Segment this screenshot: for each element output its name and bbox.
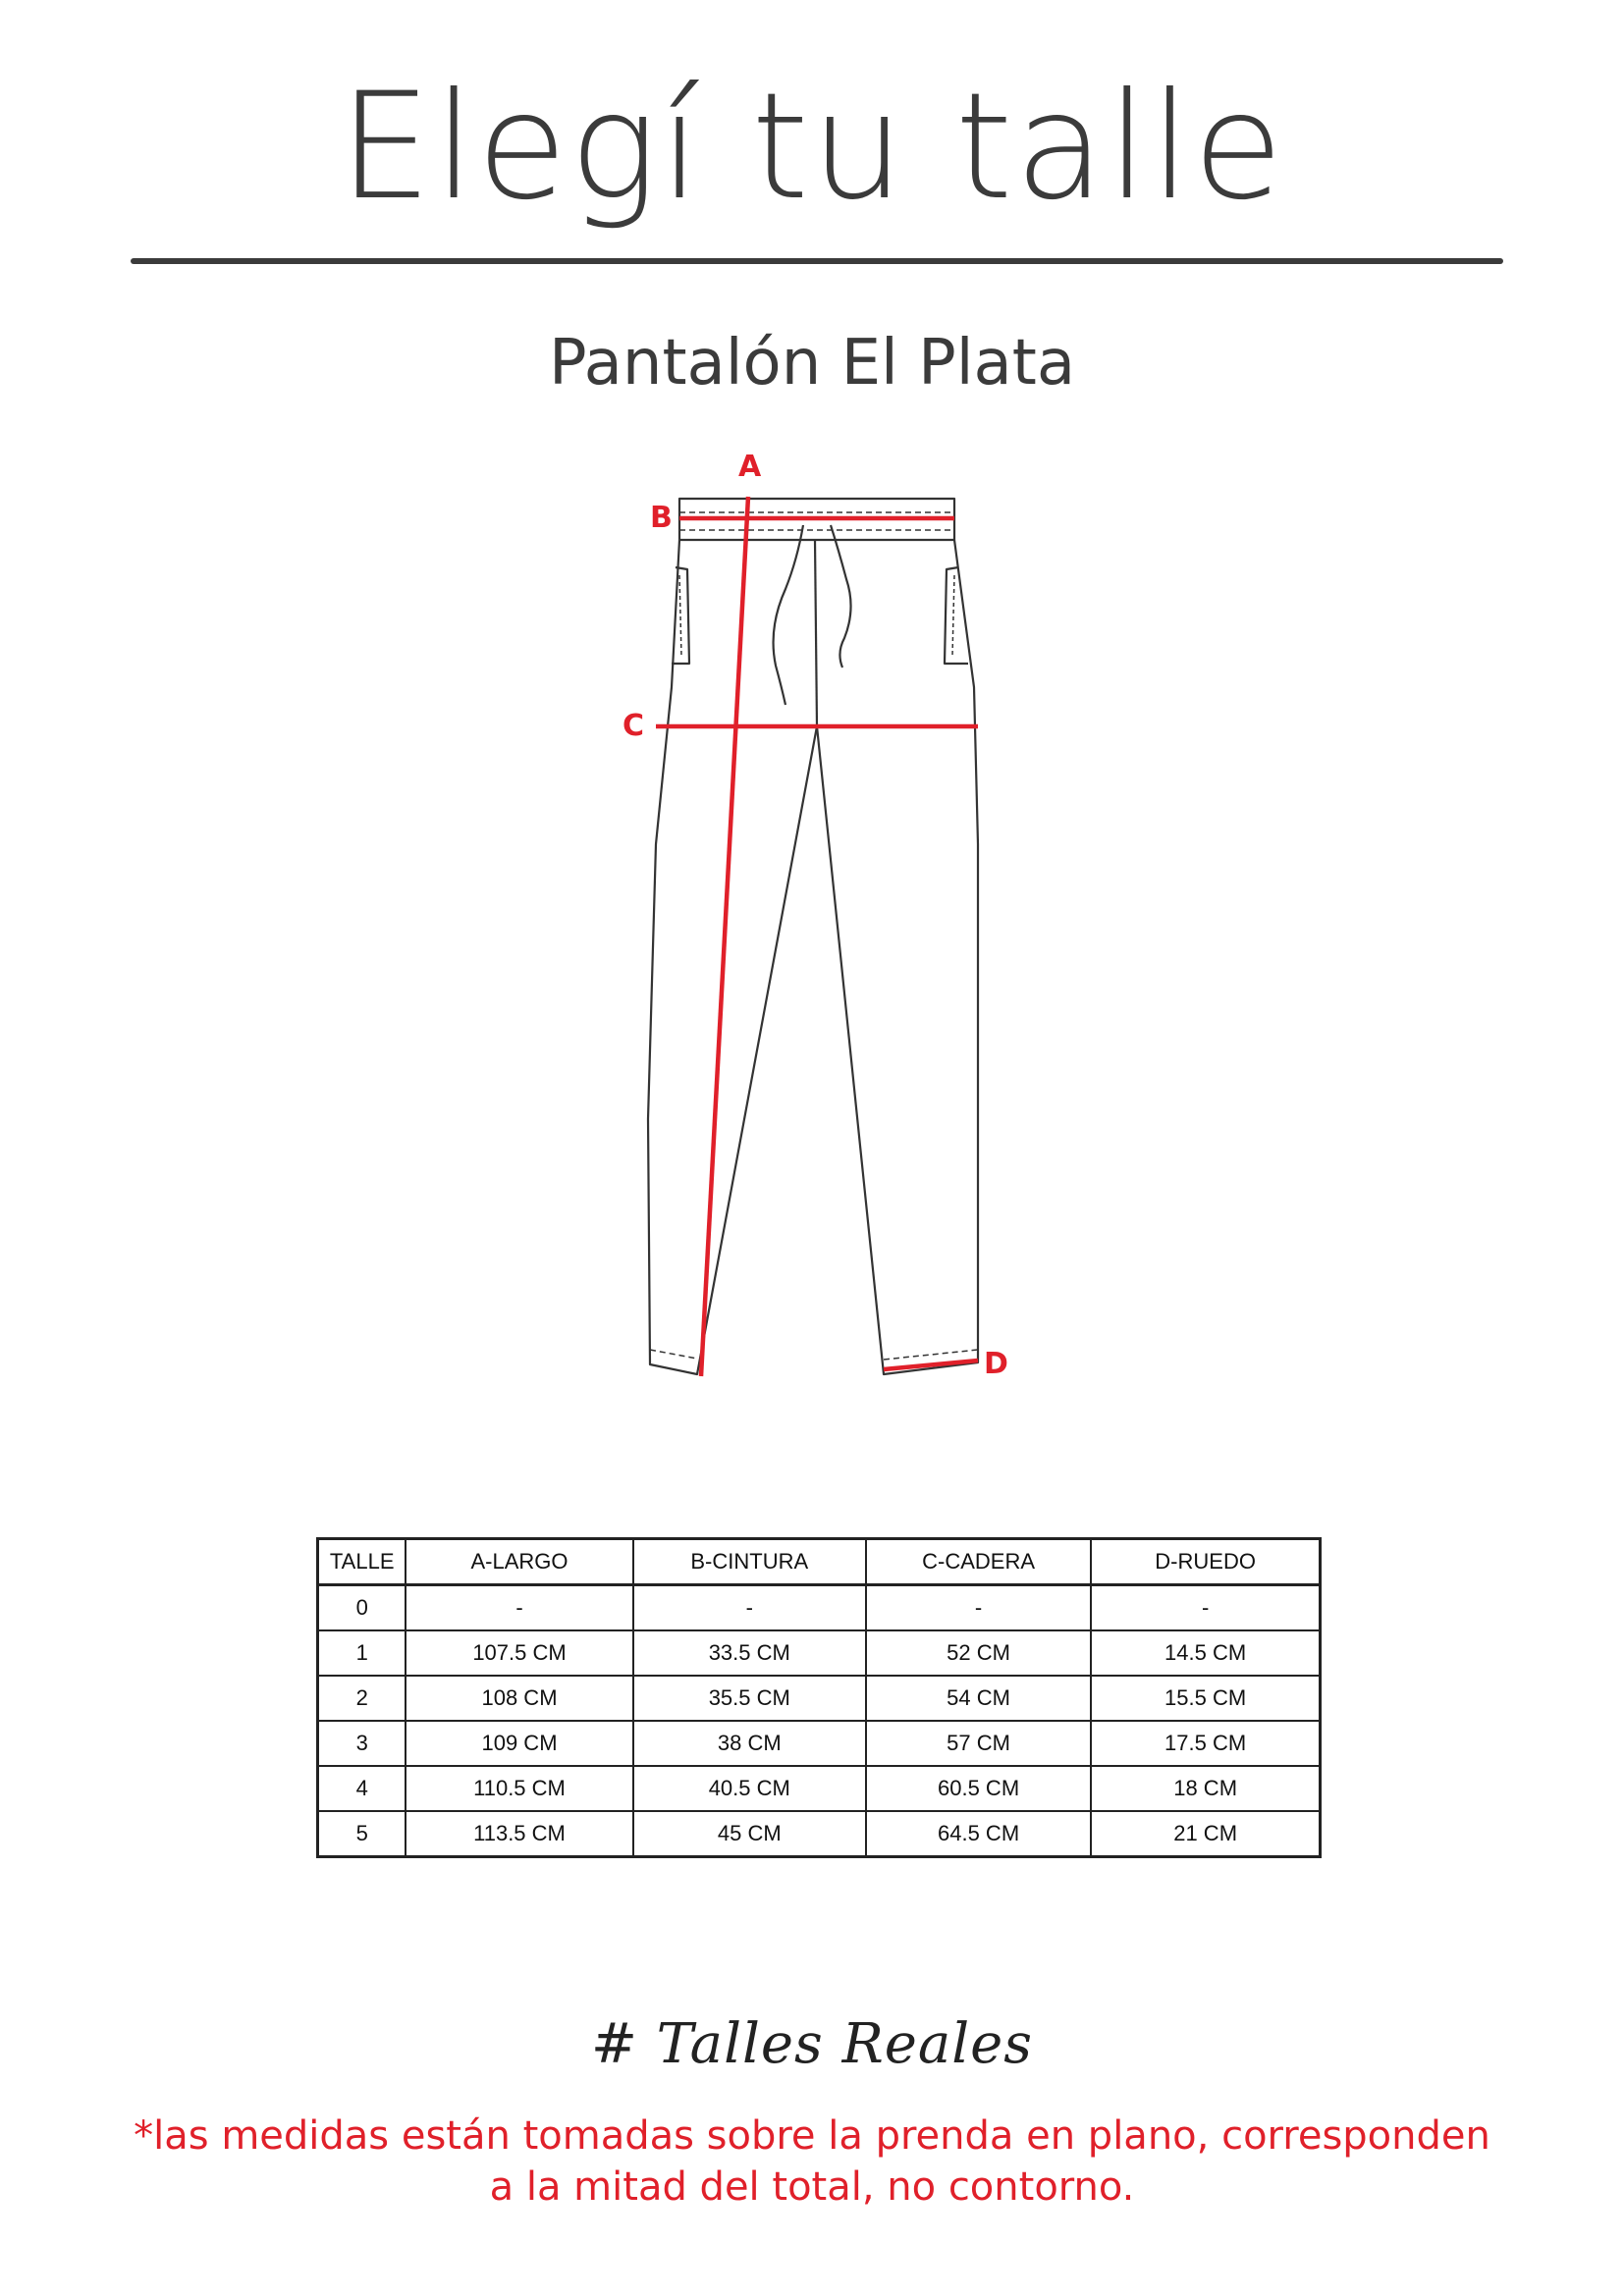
cell-cadera: 64.5 CM [866, 1811, 1091, 1857]
pants-diagram [589, 432, 1041, 1404]
header-cintura: B-CINTURA [633, 1539, 866, 1585]
note-line-2: a la mitad del total, no contorno. [489, 2164, 1135, 2210]
measurement-note [0, 2110, 1624, 2213]
cell-ruedo: 15.5 CM [1091, 1676, 1320, 1721]
hashtag-signature: # Talles Reales [590, 2012, 1034, 2076]
cell-cintura: 45 CM [633, 1811, 866, 1857]
label-a: A [738, 450, 762, 484]
cell-largo: - [406, 1585, 632, 1631]
cell-cintura: 35.5 CM [633, 1676, 866, 1721]
note-line-1: *las medidas están tomadas sobre la prenda en plano, corresponden [134, 2113, 1490, 2159]
header-cadera: C-CADERA [866, 1539, 1091, 1585]
table-row [318, 1630, 1321, 1676]
cell-cadera: 60.5 CM [866, 1766, 1091, 1811]
cell-cintura: 38 CM [633, 1721, 866, 1766]
cell-ruedo: 21 CM [1091, 1811, 1320, 1857]
cell-cadera: 57 CM [866, 1721, 1091, 1766]
cell-largo: 108 CM [406, 1676, 632, 1721]
cell-size: 3 [318, 1721, 406, 1766]
pants-drawing [589, 432, 1041, 1404]
table-row [318, 1766, 1321, 1811]
cell-ruedo: 18 CM [1091, 1766, 1320, 1811]
cell-ruedo: 17.5 CM [1091, 1721, 1320, 1766]
cell-cintura: 40.5 CM [633, 1766, 866, 1811]
cell-size: 1 [318, 1630, 406, 1676]
product-name: Pantalón El Plata [548, 327, 1076, 400]
cell-size: 4 [318, 1766, 406, 1811]
cell-cadera: 54 CM [866, 1676, 1091, 1721]
cell-largo: 109 CM [406, 1721, 632, 1766]
header-largo: A-LARGO [406, 1539, 632, 1585]
cell-cintura: - [633, 1585, 866, 1631]
cell-size: 2 [318, 1676, 406, 1721]
label-d: D [984, 1347, 1008, 1381]
table-row [318, 1811, 1321, 1857]
measure-line-a [701, 497, 748, 1376]
cell-ruedo: - [1091, 1585, 1320, 1631]
cell-ruedo: 14.5 CM [1091, 1630, 1320, 1676]
cell-cadera: - [866, 1585, 1091, 1631]
size-table [316, 1537, 1322, 1858]
table-row [318, 1676, 1321, 1721]
header-talle: TALLE [318, 1539, 406, 1585]
cell-largo: 110.5 CM [406, 1766, 632, 1811]
label-c: C [623, 709, 645, 743]
table-row [318, 1585, 1321, 1631]
label-b: B [650, 501, 673, 535]
cell-cintura: 33.5 CM [633, 1630, 866, 1676]
cell-size: 0 [318, 1585, 406, 1631]
title-divider [131, 258, 1503, 264]
cell-cadera: 52 CM [866, 1630, 1091, 1676]
table-row [318, 1721, 1321, 1766]
cell-largo: 113.5 CM [406, 1811, 632, 1857]
header-ruedo: D-RUEDO [1091, 1539, 1320, 1585]
cell-size: 5 [318, 1811, 406, 1857]
cell-largo: 107.5 CM [406, 1630, 632, 1676]
page-title: Elegí tu talle [338, 62, 1286, 233]
table-header-row [318, 1539, 1321, 1585]
